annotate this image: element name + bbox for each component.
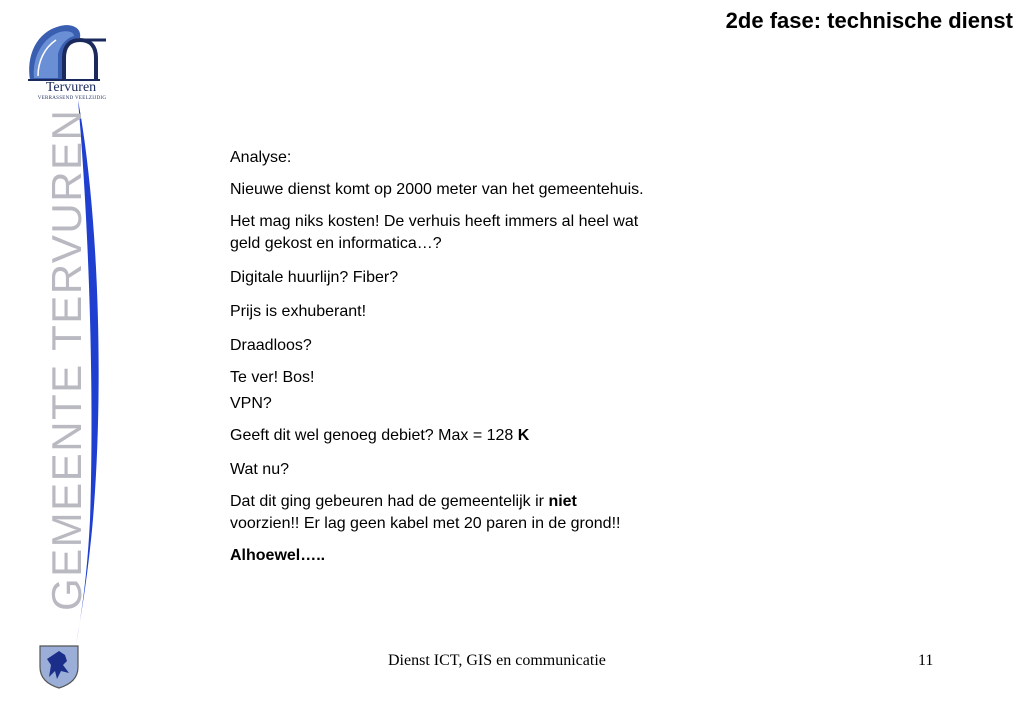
body-text: Dat dit ging gebeuren had de gemeentelijk ir xyxy=(230,493,549,510)
body-paragraph-bold: Alhoewel….. xyxy=(230,547,326,564)
coat-of-arms-icon xyxy=(37,643,81,689)
body-paragraph: Digitale huurlijn? Fiber? xyxy=(230,269,399,286)
bold-unit: K xyxy=(517,427,530,444)
body-paragraph: Prijs is exhuberant! xyxy=(230,303,367,320)
body-paragraph xyxy=(230,491,650,535)
body-paragraph xyxy=(230,425,650,447)
bold-emphasis: niet xyxy=(548,493,577,510)
body-paragraph: Draadloos? xyxy=(230,337,312,354)
slide-body xyxy=(230,147,650,567)
logo-wordmark: Tervuren xyxy=(45,80,97,95)
body-paragraph: Wat nu? xyxy=(230,461,289,478)
body-paragraph: Het mag niks kosten! De verhuis heeft immers al heel wat geld gekost en informatica…? xyxy=(230,213,639,252)
page-number: 11 xyxy=(918,652,934,669)
body-text: Geeft dit wel genoeg debiet? Max = 128 xyxy=(230,427,518,444)
body-paragraph: VPN? xyxy=(230,395,272,412)
body-paragraph: Te ver! Bos! xyxy=(230,369,315,386)
logo-tagline: VERRASSEND VEELZIJDIG xyxy=(37,96,107,101)
body-paragraph: Nieuwe dienst komt op 2000 meter van het gemeentehuis. xyxy=(230,181,644,198)
slide-title: 2de fase: technische dienst xyxy=(725,8,1013,33)
vertical-municipality-name: GEMEENTE TERVUREN xyxy=(43,108,90,611)
body-text: voorzien!! Er lag geen kabel met 20 paren in de grond!! xyxy=(230,515,621,532)
slide-footer: Dienst ICT, GIS en communicatie xyxy=(388,652,606,669)
analyse-heading: Analyse: xyxy=(230,149,292,166)
